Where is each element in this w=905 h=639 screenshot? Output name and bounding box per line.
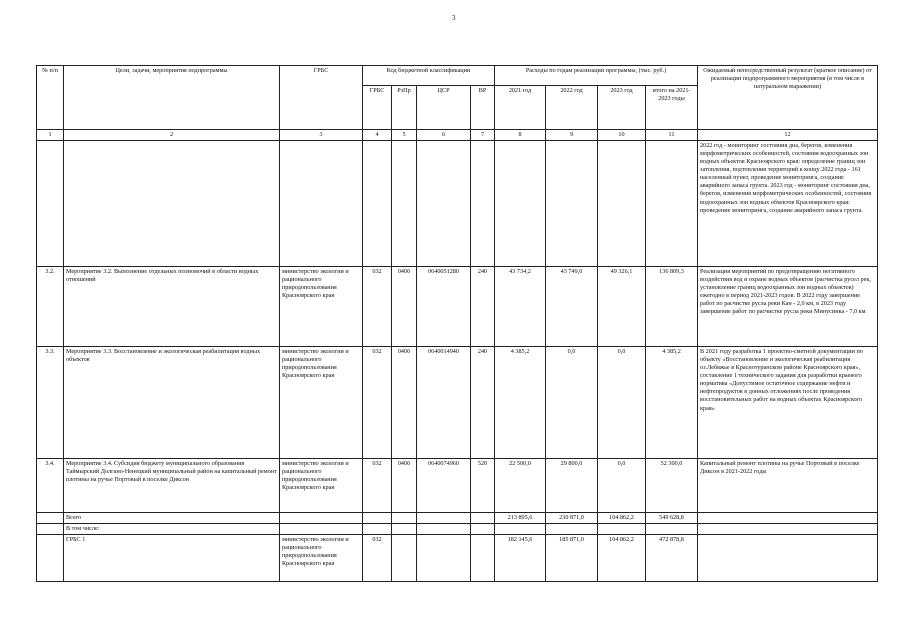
header-num: № п/п (37, 66, 64, 130)
header-total: итого на 2021-2023 годы (646, 86, 698, 130)
totals-row (37, 513, 878, 524)
row-csr: 0640074960 (417, 459, 471, 513)
row-name: Мероприятие 3.2. Выполнение отдельных полномочий в области водных отношений (64, 267, 280, 347)
col-number: 11 (646, 130, 698, 141)
col-number: 3 (280, 130, 363, 141)
row-num: 3.4. (37, 459, 64, 513)
header-grbs: ГРБС (280, 66, 363, 130)
totals-2023: 104 862,2 (598, 513, 646, 524)
header-bk-rzpr: РзПр (392, 86, 417, 130)
table-row-continuation (37, 141, 878, 267)
row-total: 4 385,2 (646, 347, 698, 459)
header-2023: 2023 год (598, 86, 646, 130)
grbs1-2021: 182 145,6 (495, 535, 546, 582)
col-number: 12 (698, 130, 878, 141)
totals-2021: 213 895,6 (495, 513, 546, 524)
row-vr: 240 (471, 347, 495, 459)
row-rzpr: 0406 (392, 459, 417, 513)
row-total: 136 809,3 (646, 267, 698, 347)
col-number: 1 (37, 130, 64, 141)
row-csr: 0640051280 (417, 267, 471, 347)
row-2023: 0,0 (598, 347, 646, 459)
grbs1-2022: 185 871,0 (546, 535, 598, 582)
header-expenses: Расходы по годам реализации программы, (тыс. руб.) (495, 66, 698, 86)
row-rzpr: 0406 (392, 267, 417, 347)
row-2022: 43 749,0 (546, 267, 598, 347)
table-row (37, 347, 878, 459)
col-number: 6 (417, 130, 471, 141)
col-number: 4 (363, 130, 392, 141)
grbs1-ministry: министерство экологии и рационального природопользования Красноярского края (280, 535, 363, 582)
row-grbs: министерство экологии и рационального природопользования Красноярского края (280, 347, 363, 459)
col-number: 9 (546, 130, 598, 141)
row-grbs: министерство экологии и рационального природопользования Красноярского края (280, 267, 363, 347)
header-bk-vr: ВР (471, 86, 495, 130)
including-row (37, 524, 878, 535)
row-rzpr: 0406 (392, 347, 417, 459)
grbs1-2023: 104 862,2 (598, 535, 646, 582)
header-budget-code: Код бюджетной классификации (363, 66, 495, 86)
row-name: Мероприятие 3.4. Субсидия бюджету муниципального образования Таймырский Долгано-Ненецкий муниципальный район на капитальный ремонт плотины на ручье Портовый в поселке Диксон (64, 459, 280, 513)
totals-2022: 230 871,0 (546, 513, 598, 524)
row-grbs: министерство экологии и рационального природопользования Красноярского края (280, 459, 363, 513)
row-2023: 0,0 (598, 459, 646, 513)
grbs1-row (37, 535, 878, 582)
grbs1-code: 032 (363, 535, 392, 582)
header-result: Ожидаемый непосредственный результат (краткое описание) от реализации подпрограммного мероприятия (в том числе в натуральном выражении) (698, 66, 878, 130)
row-num: 3.3. (37, 347, 64, 459)
program-table (36, 65, 878, 582)
table-row (37, 267, 878, 347)
col-number: 10 (598, 130, 646, 141)
header-bk-csr: ЦСР (417, 86, 471, 130)
row-2023: 49 326,1 (598, 267, 646, 347)
totals-total: 549 628,8 (646, 513, 698, 524)
row-code: 032 (363, 267, 392, 347)
totals-label: Всего (64, 513, 280, 524)
row-result: Капитальный ремонт плотины на ручье Портовый в поселке Диксон в 2021-2022 годы (698, 459, 878, 513)
row-code: 032 (363, 459, 392, 513)
col-number: 5 (392, 130, 417, 141)
row-result: В 2021 году разработка 1 проектно-сметной документации по объекту «Восстановление и экологическая реабилитация оз.Лебяжье в Краснотуранском районе Красноярского края», составление 1 технического задания для разработки краевого норматива «Допустимое остаточное содержание нефти и нефтепродуктов в донных отложениях после проведения восстановительных работ на водных объектах Красноярского края» (698, 347, 878, 459)
column-number-row (37, 130, 878, 141)
header-2022: 2022 год (546, 86, 598, 130)
row-2021: 43 734,2 (495, 267, 546, 347)
header-name: Цели, задачи, мероприятия подпрограммы (64, 66, 280, 130)
row-vr: 520 (471, 459, 495, 513)
grbs1-total: 472 878,8 (646, 535, 698, 582)
row-2022: 0,0 (546, 347, 598, 459)
header-row-1 (37, 66, 878, 86)
row-vr: 240 (471, 267, 495, 347)
including-label: В том числе: (64, 524, 280, 535)
row-code: 032 (363, 347, 392, 459)
row-2022: 29 800,0 (546, 459, 598, 513)
table-row (37, 459, 878, 513)
header-bk-grbs: ГРБС (363, 86, 392, 130)
row-name: Мероприятие 3.3. Восстановление и экологическая реабилитация водных объектов (64, 347, 280, 459)
row-num: 3.2. (37, 267, 64, 347)
row-2021: 4 385,2 (495, 347, 546, 459)
row-total: 52 300,0 (646, 459, 698, 513)
page-number: 3 (452, 14, 456, 22)
col-number: 8 (495, 130, 546, 141)
row-2021: 22 500,0 (495, 459, 546, 513)
grbs1-label: ГРБС 1 (64, 535, 280, 582)
col-number: 2 (64, 130, 280, 141)
result-continuation-text: 2022 год - мониторинг состояния дна, берегов, изменения морфометрических особенностей, состояния водоохранных зон водных объектов Красноярского края: определение границ зон затопления, подтопления территорий к концу 2022 года - 161 населенный пункт, проведение мониторинга, создание аварийного запаса грунта. 2023 год - мониторинг состояния дна, берегов, изменения морфометрических особенностей, состояния водоохранных зон водных объектов Красноярского края: проведение мониторинга, создание аварийного запаса грунта. (698, 141, 878, 267)
col-number: 7 (471, 130, 495, 141)
row-csr: 0640014940 (417, 347, 471, 459)
row-result: Реализация мероприятий по предотвращению негативного воздействия вод и охране водных объектов (расчистка русел рек, установление границ водоохранных зон водных объектов) ежегодно в период 2021-2023 годов. В 2022 году завершение работ по расчистке русла реки Кан - 2,0 км, в 2023 году завершение работ по расчистке русла реки Минусинка - 7,0 км (698, 267, 878, 347)
header-2021: 2021 год (495, 86, 546, 130)
